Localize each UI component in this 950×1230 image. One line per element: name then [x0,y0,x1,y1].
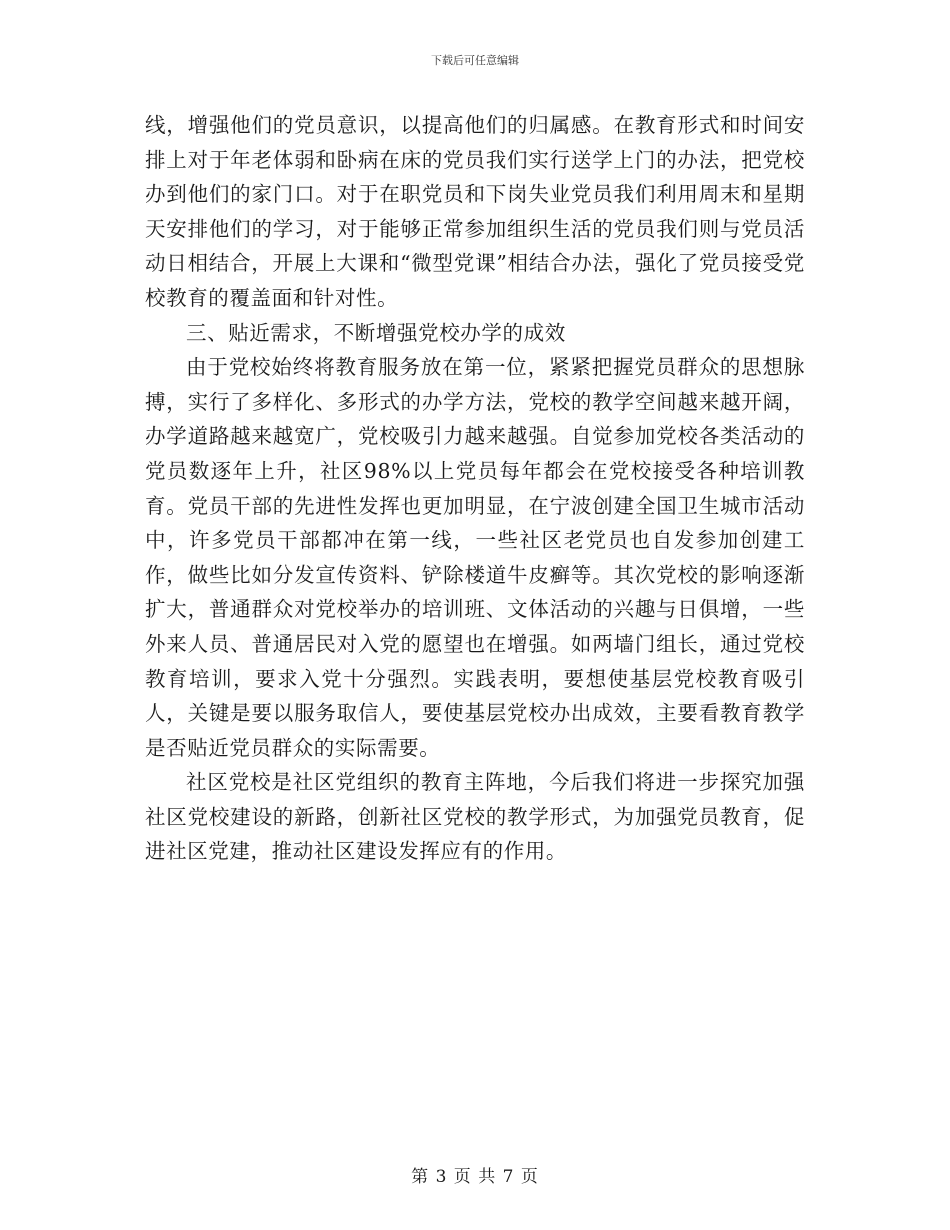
page-header-note: 下载后可任意编辑 [431,54,519,67]
document-body [145,108,805,869]
section-heading: 三、贴近需求，不断增强党校办学的成效 [186,320,566,345]
page-number: 第 3 页 共 7 页 [411,1167,539,1187]
paragraph-results: 由于党校始终将教育服务放在第一位，紧紧把握党员群众的思想脉搏，实行了多样化、多形式的办学方法，党校的教学空间越来越开阔，办学道路越来越宽广，党校吸引力越来越强。自觉参加党校各类活动的党员数逐年上升，社区98%以上党员每年都会在党校接受各种培训教育。党员干部的先进性发挥也更加明显，在宁波创建全国卫生城市活动中，许多党员干部都冲在第一线，一些社区老党员也自发参加创建工作，做些比如分发宣传资料、铲除楼道牛皮癣等。其次党校的影响逐渐扩大，普通群众对党校举办的培训班、文体活动的兴趣与日俱增，一些外来人员、普通居民对入党的愿望也在增强。如两墙门组长，通过党校教育培训，要求入党十分强烈。实践表明，要想使基层党校教育吸引人，关键是要以服务取信人，要使基层党校办出成效，主要看教育教学是否贴近党员群众的实际需要。 [145,355,805,760]
paragraph-continuation: 线，增强他们的党员意识，以提高他们的归属感。在教育形式和时间安排上对于年老体弱和卧病在床的党员我们实行送学上门的办法，把党校办到他们的家门口。对于在职党员和下岗失业党员我们利用周末和星期天安排他们的学习，对于能够正常参加组织生活的党员我们则与党员活动日相结合，开展上大课和“微型党课”相结合办法，强化了党员接受党校教育的覆盖面和针对性。 [145,113,805,310]
paragraph-conclusion: 社区党校是社区党组织的教育主阵地，今后我们将进一步探究加强社区党校建设的新路，创新社区党校的教学形式，为加强党员教育，促进社区党建，推动社区建设发挥应有的作用。 [145,770,805,864]
